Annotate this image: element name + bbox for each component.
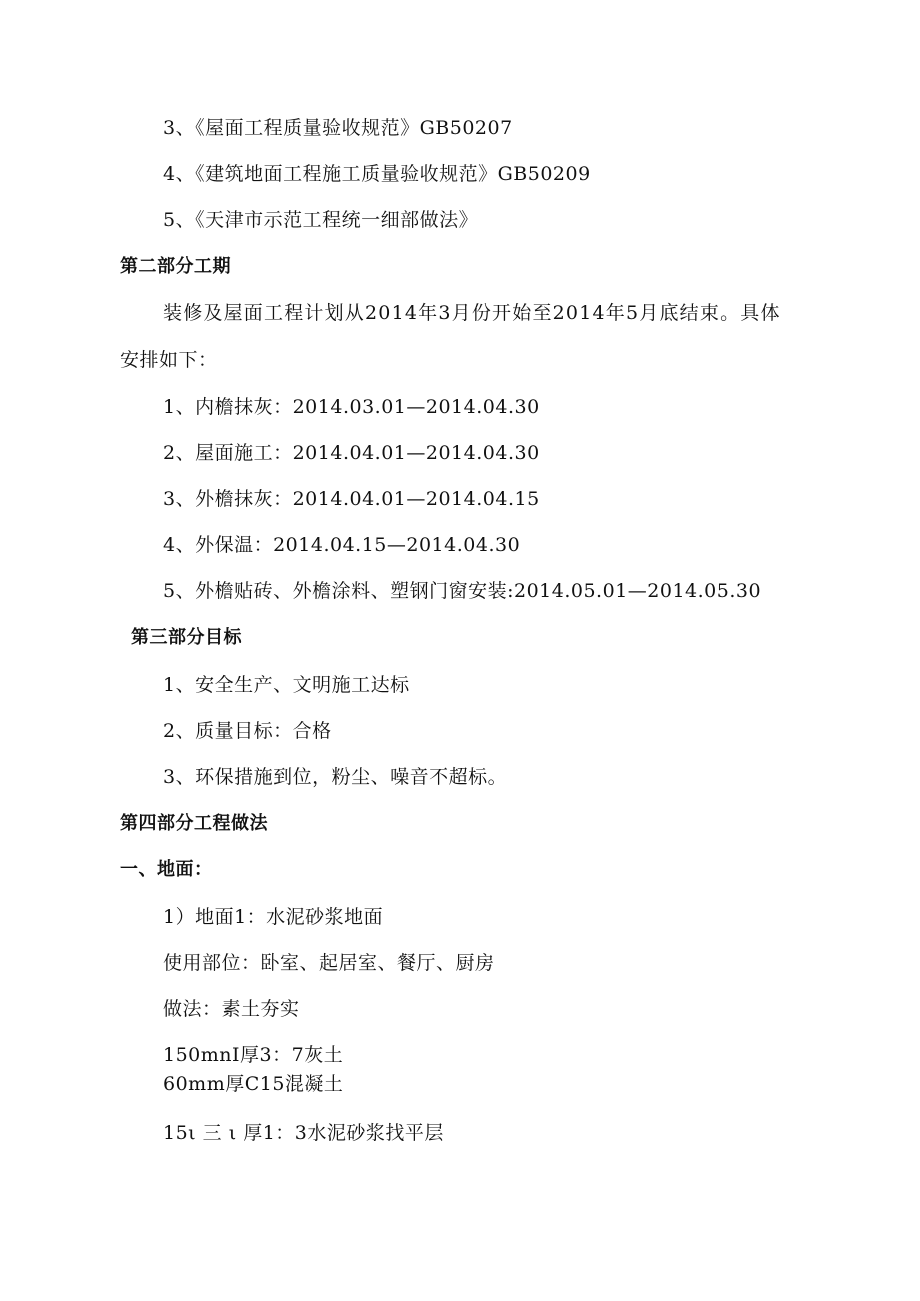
floor1-usage: 使用部位：卧室、起居室、餐厅、厨房 [163, 952, 495, 974]
section-heading-part2: 第二部分工期 [120, 256, 231, 277]
goal-item-2: 2、质量目标：合格 [163, 720, 332, 742]
floor1-layer-1: 150mnI厚3：7灰土 [163, 1044, 344, 1066]
reference-item-5: 5、《天津市示范工程统一细部做法》 [163, 209, 479, 231]
schedule-intro-line2: 安排如下： [120, 349, 218, 371]
floor1-layer-3: 15ι 三 ι 厚1：3水泥砂浆找平层 [163, 1122, 444, 1144]
reference-item-3: 3、《屋面工程质量验收规范》GB50207 [163, 117, 513, 139]
floor1-layer-2: 60mm厚C15混凝土 [163, 1073, 344, 1095]
reference-item-4: 4、《建筑地面工程施工质量验收规范》GB50209 [163, 163, 591, 185]
schedule-item-3: 3、外檐抹灰：2014.04.01—2014.04.15 [163, 488, 540, 510]
goal-item-1: 1、安全生产、文明施工达标 [163, 674, 410, 696]
floor1-method: 做法：素土夯实 [163, 998, 300, 1020]
schedule-item-4: 4、外保温：2014.04.15—2014.04.30 [163, 534, 521, 556]
subsection-heading-floor: 一、地面： [120, 859, 213, 880]
schedule-item-1: 1、内檐抹灰：2014.03.01—2014.04.30 [163, 396, 540, 418]
schedule-item-2: 2、屋面施工：2014.04.01—2014.04.30 [163, 442, 540, 464]
section-heading-part4: 第四部分工程做法 [120, 813, 268, 834]
goal-item-3: 3、环保措施到位，粉尘、噪音不超标。 [163, 766, 508, 788]
schedule-intro-line1: 装修及屋面工程计划从2014年3月份开始至2014年5月底结束。具体 [163, 302, 781, 324]
section-heading-part3: 第三部分目标 [131, 627, 242, 648]
schedule-item-5: 5、外檐贴砖、外檐涂料、塑钢门窗安装:2014.05.01—2014.05.30 [163, 580, 762, 602]
floor1-title: 1）地面1：水泥砂浆地面 [163, 906, 384, 928]
